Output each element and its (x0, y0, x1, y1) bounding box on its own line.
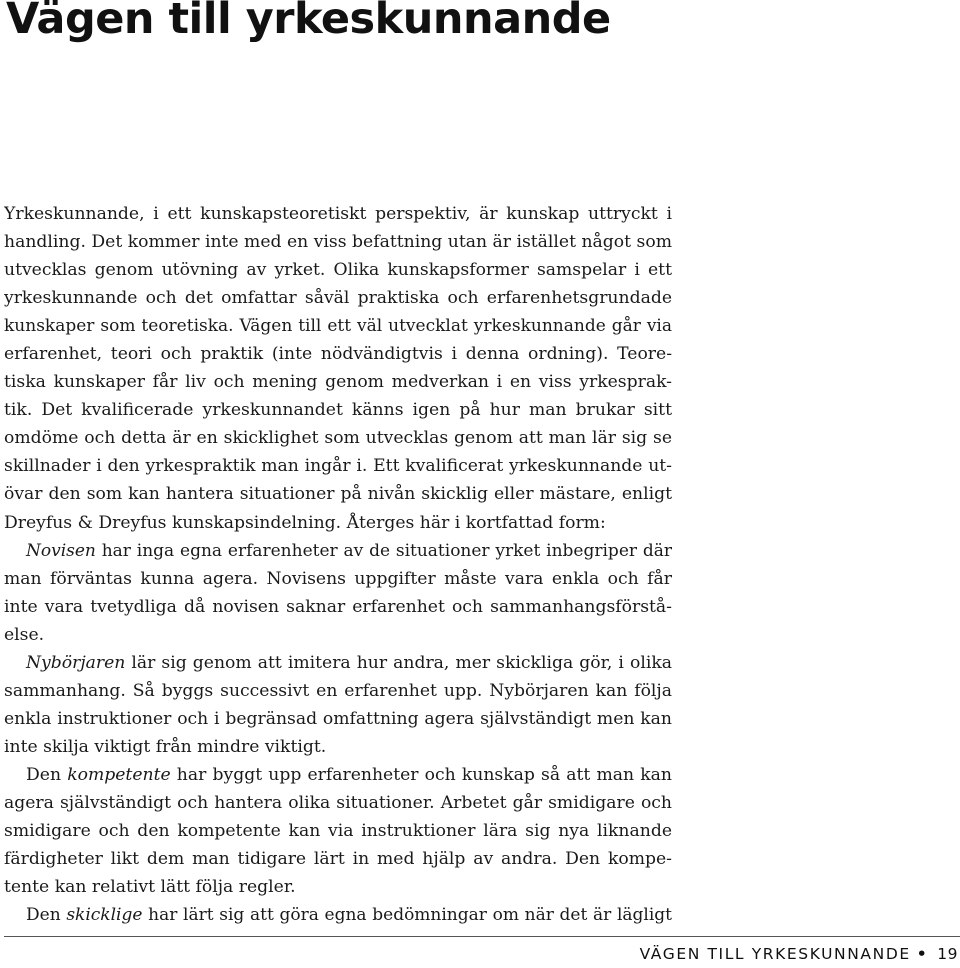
body-line: yrkeskunnande och det omfattar såväl praktiska och erfarenhetsgrundade (4, 288, 672, 309)
body-line-text: Den (26, 905, 67, 926)
body-line-text: har inga egna erfarenheter av de situationer yrket inbegriper där (95, 540, 672, 561)
body-line: färdigheter likt dem man tidigare lärt in med hjälp av andra. Den kompe- (4, 849, 672, 870)
body-line: övar den som kan hantera situationer på nivån skicklig eller mästare, enligt (4, 484, 672, 505)
body-line: kunskaper som teoretiska. Vägen till ett väl utvecklat yrkeskunnande går via (4, 316, 672, 337)
footer-separator: • (916, 945, 929, 963)
body-line-text: har lärt sig att göra egna bedömningar om när det är lägligt (142, 905, 672, 926)
body-line: Yrkeskunnande, i ett kunskapsteoretiskt perspektiv, är kunskap uttryckt i (4, 204, 672, 224)
body-line: Dreyfus & Dreyfus kunskapsindelning. Återges här i kortfattad form: (4, 512, 606, 533)
body-line: tiska kunskaper får liv och mening genom medverkan i en viss yrkesprak- (4, 372, 672, 393)
body-line: utvecklas genom utövning av yrket. Olika kunskapsformer samspelar i ett (4, 260, 672, 281)
body-line: enkla instruktioner och i begränsad omfattning agera självständigt men kan (4, 708, 672, 729)
body-line (4, 761, 672, 789)
running-footer (640, 945, 958, 963)
body-line: agera självständigt och hantera olika situationer. Arbetet går smidigare och (4, 792, 672, 813)
body-line: inte skilja viktigt från mindre viktigt. (4, 736, 327, 757)
running-title: VÄGEN TILL YRKESKUNNANDE (639, 945, 911, 963)
body-line (4, 901, 672, 929)
page-title: Vägen till yrkeskunnande (6, 0, 611, 44)
term-kompetente: kompetente (67, 764, 171, 785)
footer-rule (4, 936, 960, 937)
body-text (4, 200, 672, 929)
body-line: else. (4, 624, 45, 645)
body-line-text: Den (26, 764, 68, 785)
body-line-text: har byggt upp erfarenheter och kunskap så att man kan (170, 764, 672, 785)
body-line: erfarenhet, teori och praktik (inte nödvändigtvis i denna ordning). Teore- (4, 344, 672, 365)
body-line-text: lär sig genom att imitera hur andra, mer skickliga gör, i olika (125, 652, 672, 673)
body-line: inte vara tvetydliga då novisen saknar erfarenhet och sammanhangsförstå- (4, 596, 672, 617)
body-line (4, 649, 672, 677)
body-line: man förväntas kunna agera. Novisens uppgifter måste vara enkla och får (4, 568, 672, 589)
body-line: omdöme och detta är en skicklighet som utvecklas genom att man lär sig se (4, 428, 672, 449)
body-line (4, 537, 672, 565)
term-skicklige: skicklige (66, 905, 143, 926)
body-line: smidigare och den kompetente kan via instruktioner lära sig nya liknande (4, 821, 672, 842)
body-line: sammanhang. Så byggs successivt en erfarenhet upp. Nybörjaren kan följa (4, 680, 672, 701)
term-novisen: Novisen (26, 540, 96, 561)
body-line: handling. Det kommer inte med en viss befattning utan är istället något som (4, 232, 672, 253)
body-line: tente kan relativt lätt följa regler. (4, 877, 296, 898)
body-line: skillnader i den yrkespraktik man ingår i. Ett kvalificerat yrkeskunnande ut- (4, 456, 672, 477)
term-nyborjaren: Nybörjaren (26, 652, 126, 673)
body-line: tik. Det kvalificerade yrkeskunnandet känns igen på hur man brukar sitt (4, 400, 672, 421)
page-number: 19 (937, 945, 958, 963)
